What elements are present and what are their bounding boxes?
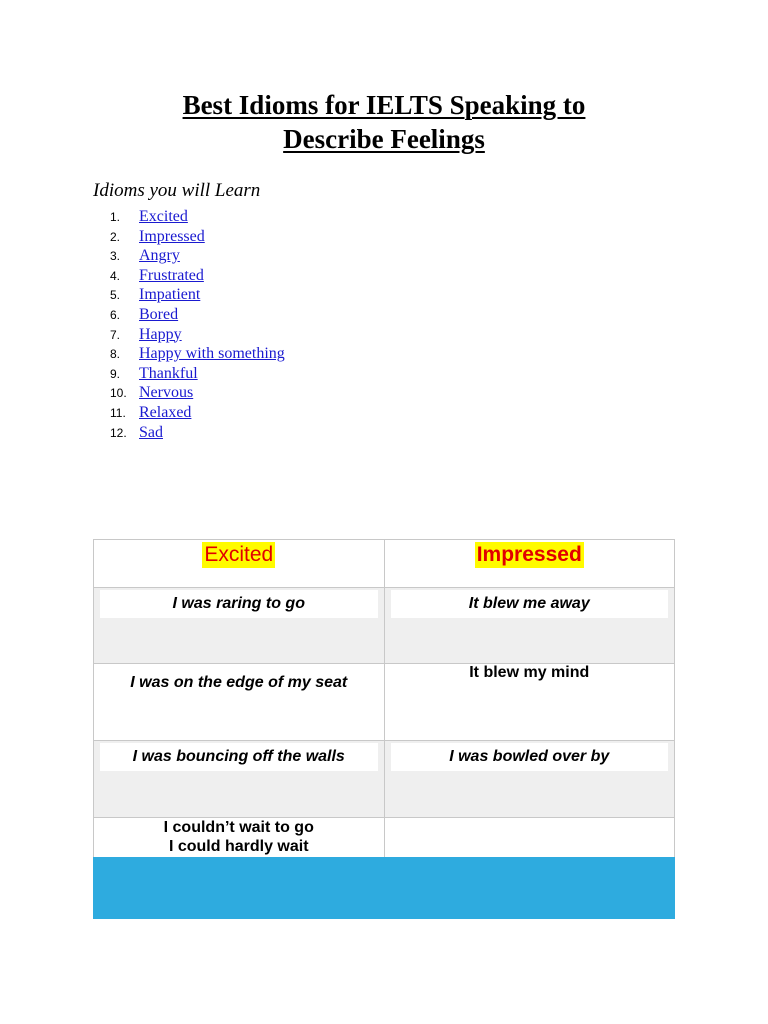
toc-link-impressed[interactable]: Impressed (139, 227, 205, 245)
toc-link-happy-with-something[interactable]: Happy with something (139, 345, 285, 363)
table-cell (94, 588, 385, 664)
toc-item (110, 383, 285, 403)
toc-number: 9. (110, 366, 121, 381)
toc-item (110, 246, 285, 266)
table-header-row (94, 540, 676, 588)
header-cell (94, 540, 385, 588)
idiom-text: I couldn’t wait to go (163, 819, 314, 836)
toc-link-relaxed[interactable]: Relaxed (139, 403, 192, 421)
table-cell (94, 664, 385, 741)
toc-item (110, 227, 285, 247)
table-row (94, 818, 676, 858)
toc-number: 3. (110, 249, 121, 264)
toc-item (110, 344, 285, 364)
toc-link-bored[interactable]: Bored (139, 305, 179, 323)
table-cell (385, 741, 676, 818)
toc-link-impatient[interactable]: Impatient (139, 286, 201, 304)
title-line-2: Describe Feelings (283, 124, 485, 154)
toc-link-angry[interactable]: Angry (139, 247, 180, 265)
idiom-text: I was raring to go (100, 590, 378, 618)
toc-list (110, 207, 285, 442)
toc-link-thankful[interactable]: Thankful (139, 364, 198, 382)
idiom-text: I was bouncing off the walls (100, 743, 378, 771)
blue-band (93, 857, 675, 919)
toc-item (110, 305, 285, 325)
toc-item (110, 364, 285, 384)
table-cell (385, 588, 676, 664)
idiom-text: I could hardly wait (168, 838, 309, 855)
title-line-1: Best Idioms for IELTS Speaking to (182, 90, 586, 120)
toc-item (110, 207, 285, 227)
toc-number: 6. (110, 307, 121, 322)
idiom-text: It blew me away (391, 590, 669, 618)
table-cell-empty (385, 818, 676, 858)
toc-item (110, 403, 285, 423)
toc-number: 5. (110, 288, 121, 303)
idiom-text: I was bowled over by (391, 743, 669, 771)
toc-link-nervous[interactable]: Nervous (139, 384, 194, 402)
table-cell (94, 818, 385, 858)
header-cell (385, 540, 676, 588)
header-excited: Excited (204, 543, 274, 566)
table-row (94, 741, 676, 818)
idiom-text: I was on the edge of my seat (130, 674, 348, 691)
toc-item (110, 285, 285, 305)
toc-heading: Idioms you will Learn (93, 180, 261, 201)
toc-number: 8. (110, 347, 121, 362)
toc-item (110, 325, 285, 345)
document-title (0, 88, 768, 156)
idioms-table (93, 539, 675, 919)
toc-number: 7. (110, 327, 121, 342)
table-cell (94, 741, 385, 818)
toc-link-excited[interactable]: Excited (139, 208, 188, 225)
toc-item (110, 423, 285, 443)
table-row (94, 588, 676, 664)
toc-number: 4. (110, 268, 121, 283)
toc-number: 11. (110, 405, 126, 420)
toc-link-happy[interactable]: Happy (139, 325, 182, 343)
table-grid (93, 539, 675, 857)
toc-number: 1. (110, 210, 121, 224)
toc-link-sad[interactable]: Sad (139, 423, 163, 441)
toc-item (110, 266, 285, 286)
toc-number: 10. (110, 386, 127, 401)
toc-number: 12. (110, 425, 127, 440)
idiom-text: It blew my mind (469, 664, 590, 681)
toc-number: 2. (110, 229, 121, 244)
table-cell (385, 664, 676, 741)
toc-link-frustrated[interactable]: Frustrated (139, 266, 204, 284)
table-row (94, 664, 676, 741)
header-impressed: Impressed (476, 543, 582, 566)
